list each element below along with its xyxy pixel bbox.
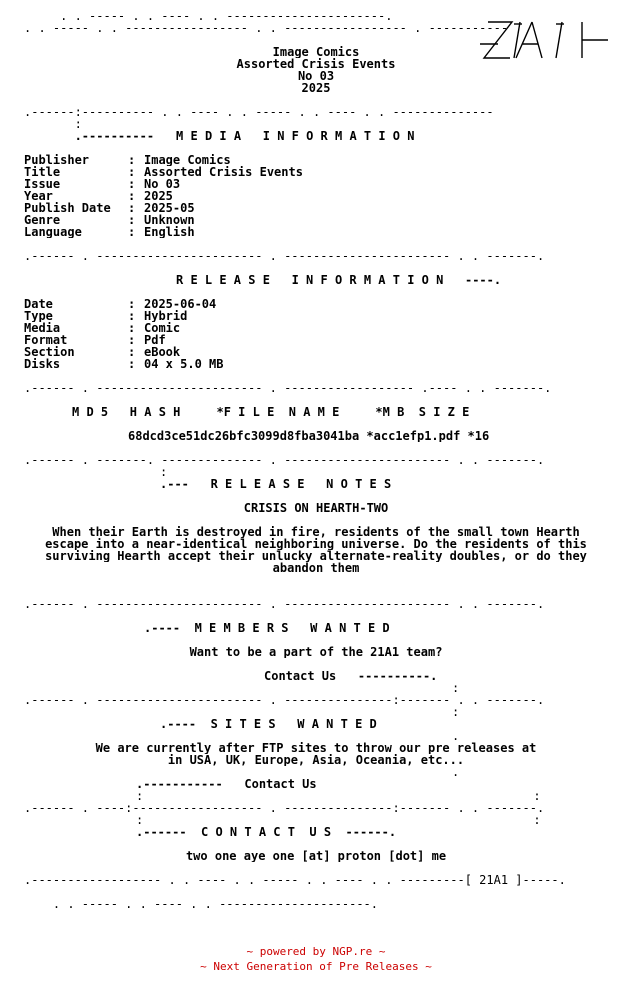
info-label: Title [24,166,61,178]
sites-contact-line: .----------- Contact Us [136,778,317,790]
notes-subtitle: CRISIS ON HEARTH-TWO [243,502,389,514]
hash-heading: M D 5 H A S H *F I L E N A M E *M B S I Z E [72,406,470,418]
info-colon: : [128,346,136,358]
info-label: Media [24,322,61,334]
spacer [0,418,632,430]
sites-contact: Contact Us [244,778,317,790]
notes-body-line: When their Earth is destroyed in fire, residents of the small town Hearth [52,526,580,538]
sites-heading-line [0,718,632,730]
info-label: Section [24,346,75,358]
notes-body-line: escape into a near-identical neighboring universe. Do the residents of this [45,538,587,550]
separator-line: .------:---------- . . ---- . . ----- . . ---- . . -------------- [24,106,494,118]
info-label: Genre [24,214,61,226]
media-heading: M E D I A I N F O R M A T I O N [176,130,415,142]
info-row [0,154,632,166]
spacer [0,370,632,382]
spacer [0,262,632,274]
footer [0,944,632,974]
info-value: Pdf [144,334,166,346]
info-value: Assorted Crisis Events [144,166,303,178]
footer-tagline: ~ Next Generation of Pre Releases ~ [200,960,432,973]
media-fields [0,154,632,238]
separator-line: : [452,682,460,694]
info-value: 2025 [144,190,173,202]
notes-body-line: surviving Hearth accept their unlucky alternate-reality doubles, or do they [45,550,587,562]
spacer [0,574,632,586]
hash-line: 68dcd3ce51dc26bfc3099d8fba3041ba *acc1efp1.pdf *16 [128,430,490,442]
sites-body-line: in USA, UK, Europe, Asia, Oceania, etc... [167,754,465,766]
release-fields [0,298,632,370]
release-heading: R E L E A S E I N F O R M A T I O N ----. [176,274,502,286]
info-value: Unknown [144,214,195,226]
separator-line: .------ . ----------------------- . ----------------------- . . -------. [24,598,545,610]
header-art-line: . . ----- . . ---- . . ----------------------. [24,10,509,22]
info-colon: : [128,190,136,202]
members-contact: Contact Us [264,670,337,682]
contact-heading: .------ C O N T A C T U S ------. [136,826,397,838]
info-colon: : [128,154,136,166]
info-colon: : [128,298,136,310]
separator-line: . [452,766,460,778]
notes-body-line: abandon them [272,562,360,574]
info-row [0,202,632,214]
info-colon: : [128,178,136,190]
separator-line: .------ . ----------------------- . ---------------:------- . . -------. [24,694,545,706]
separator-line: .------ . ----------------------- . ------------------ .---- . . -------. [24,382,552,394]
separator-text: .---------- [24,130,155,142]
spacer [0,442,632,454]
title-line: Image Comics [272,46,360,58]
info-label: Publish Date [24,202,111,214]
info-value: No 03 [144,178,181,190]
info-colon: : [128,214,136,226]
info-value: Comic [144,322,181,334]
info-value: Hybrid [144,310,188,322]
info-label: Language [24,226,82,238]
separator-line: : [24,118,82,130]
info-colon: : [128,310,136,322]
group-logo [470,14,630,70]
info-value: Image Comics [144,154,231,166]
spacer [0,862,632,874]
separator-line: .------ . ----------------------- . ----------------------- . . -------. [24,250,545,262]
separator-line: . [452,730,460,742]
header-art-line-text: . . ----- . . ----------------- . . ----------------- . ----------- [24,22,509,34]
info-label: Publisher [24,154,90,166]
info-value: 2025-05 [144,202,195,214]
info-row [0,178,632,190]
separator-line: .------ . ----:------------------ . ---------------:------- . . -------. [24,802,545,814]
info-row [0,298,632,310]
info-row [0,334,632,346]
spacer [0,286,632,298]
separator-line: : [452,706,460,718]
info-value: 2025-06-04 [144,298,217,310]
members-question: Want to be a part of the 21A1 team? [189,646,443,658]
spacer [0,658,632,670]
info-row [0,166,632,178]
info-label: Year [24,190,53,202]
info-colon: : [128,202,136,214]
info-colon: : [128,226,136,238]
spacer [0,94,632,106]
bottom-line: . . ----- . . ---- . . ---------------------. [24,898,379,910]
info-row [0,358,632,370]
info-label: Date [24,298,53,310]
spacer [0,838,632,850]
spacer [0,490,632,502]
members-contact-line: Contact Us ----------. [264,670,438,682]
spacer [0,586,632,598]
spacer [0,238,632,250]
info-value: English [144,226,195,238]
info-row [0,322,632,334]
spacer [0,394,632,406]
spacer [0,610,632,622]
footer-powered-by: ~ powered by NGP.re ~ [246,945,386,958]
info-row [0,226,632,238]
title-line: Assorted Crisis Events [236,58,396,70]
info-colon: : [128,334,136,346]
spacer [0,634,632,646]
info-colon: : [128,358,136,370]
nfo-text [0,10,632,940]
spacer [0,142,632,154]
members-heading: .---- M E M B E R S W A N T E D [144,622,390,634]
info-label: Disks [24,358,61,370]
info-colon: : [128,322,136,334]
info-row [0,346,632,358]
title-line: No 03 [297,70,335,82]
info-colon: : [128,166,136,178]
info-value: 04 x 5.0 MB [144,358,224,370]
info-label: Format [24,334,68,346]
separator-line: : : [136,790,541,802]
spacer [0,886,632,898]
info-value: eBook [144,346,181,358]
separator-line: .------ . -------. -------------- . ----------------------- . . -------. [24,454,545,466]
title-line: 2025 [301,82,331,94]
separator-line: : : [136,814,541,826]
bottom-line: .------------------ . . ---- . . ----- . . ---- . . ---------[ 21A1 ]-----. [24,874,566,886]
info-row [0,310,632,322]
sites-heading: .---- S I T E S W A N T E D [160,718,377,730]
info-row [0,214,632,226]
media-heading-line [0,130,632,142]
separator-line: : [160,466,168,478]
spacer [0,514,632,526]
info-label: Issue [24,178,61,190]
contact-email: two one aye one [at] proton [dot] me [185,850,447,862]
notes-heading: .--- R E L E A S E N O T E S [160,478,392,490]
sites-body-line: We are currently after FTP sites to throw our pre releases at [95,742,537,754]
info-label: Type [24,310,53,322]
info-row [0,190,632,202]
